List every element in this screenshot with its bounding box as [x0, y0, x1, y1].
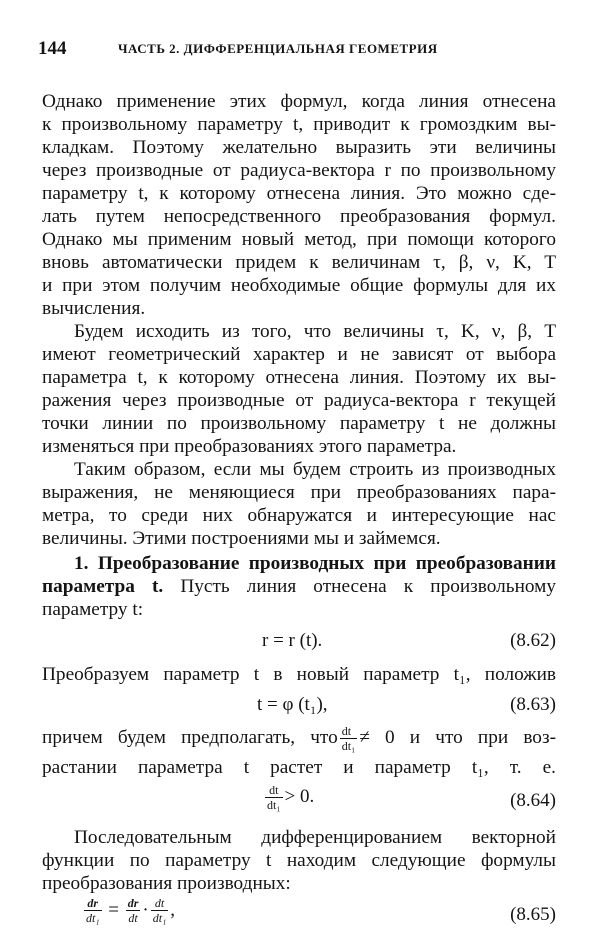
p1-line: и при этом получим необходимые общие формулы для их — [42, 275, 556, 296]
p3-line: Таким образом, если мы будем строить из производных — [74, 459, 556, 480]
p1-line: Однако применение этих формул, когда линия отнесена — [42, 91, 556, 112]
p3-line: выражения, не меняющиеся при преобразованиях пара- — [42, 482, 556, 503]
p2-line: ражения через производные от радиуса-вектора r текущей — [42, 390, 556, 411]
p1-line: кладкам. Поэтому желательно выразить эти величины — [42, 137, 556, 158]
p3-line: величины. Этими построениями мы и займемся. — [42, 528, 441, 549]
p2-line: Будем исходить из того, что величины τ, K, ν, β, T — [74, 321, 556, 342]
equation-number: (8.63) — [510, 694, 556, 715]
p2-line: параметра t, к которому отнесена линия. Поэтому их вы- — [42, 367, 556, 388]
text-line: Преобразуем параметр t в новый параметр t₁, положив — [42, 664, 556, 685]
p1-line: через производные от радиуса-вектора r по произвольному — [42, 160, 556, 181]
section-heading-bold: параметра t. — [42, 576, 164, 597]
page-header — [38, 38, 558, 58]
p1-line: лать путем непосредственного преобразования формул. — [42, 206, 556, 227]
p5-line: преобразования производных: — [42, 873, 291, 894]
p3-line: метра, то среди них обнаружатся и интересующие нас — [42, 505, 556, 526]
text-fragment: ≠ 0 и что при воз- — [359, 727, 556, 748]
text-line-inline-fraction — [42, 722, 556, 754]
equation-8-63: t = φ (t₁), — [257, 694, 328, 715]
p1-line: вновь автоматически придем к величинам τ, β, ν, K, T — [42, 252, 556, 273]
equation-number: (8.65) — [510, 904, 556, 925]
page-number: 144 — [38, 38, 67, 59]
p2-line: точки линии по произвольному параметру t не должны — [42, 413, 556, 434]
p1-line: параметру t, к которому отнесена линия. Это можно сде- — [42, 183, 556, 204]
equation-number: (8.62) — [510, 630, 556, 651]
p2-line: имеют геометрический характер и не зависят от выбора — [42, 344, 556, 365]
text-line: растании параметра t растет и параметр t₁, т. е. — [42, 757, 556, 778]
running-title: ЧАСТЬ 2. ДИФФЕРЕНЦИАЛЬНАЯ ГЕОМЕТРИЯ — [118, 41, 438, 56]
p1-line: к произвольному параметру t, приводит к громоздким вы- — [42, 114, 556, 135]
section-text: Пусть линия отнесена к произвольному — [180, 576, 557, 597]
equation-8-62: r = r (t). — [262, 630, 323, 651]
p1-line: Однако мы применим новый метод, при помощи которого — [42, 229, 556, 250]
fraction-dt-dt1: $\frac{dt}{\text{dt₁}}$ — [341, 724, 356, 754]
section-heading: 1. Преобразование производных при преобразовании — [74, 553, 556, 574]
section-text-line3: параметру t: — [42, 599, 144, 620]
p5-line: Последовательным дифференцированием векторной — [74, 827, 556, 848]
equation-8-64: $\frac{dt}{\text{dt₁}}$ > 0. — [267, 783, 315, 812]
equation-rhs: > 0. — [284, 785, 315, 807]
equation-8-65: $\frac{dr}{\text{dt₁}}$ = $\frac{dr}{dt}$ · $\frac{dt}{\text{dt₁}}$ , — [86, 896, 175, 925]
p1-line: вычисления. — [42, 298, 146, 319]
equation-number: (8.64) — [510, 790, 556, 811]
section-heading-line2 — [42, 575, 556, 598]
p5-line: функции по параметру t находим следующие формулы — [42, 850, 556, 871]
text-fragment: причем будем предполагать, что — [42, 727, 338, 748]
p2-line: изменяться при преобразованиях этого параметра. — [42, 436, 457, 457]
